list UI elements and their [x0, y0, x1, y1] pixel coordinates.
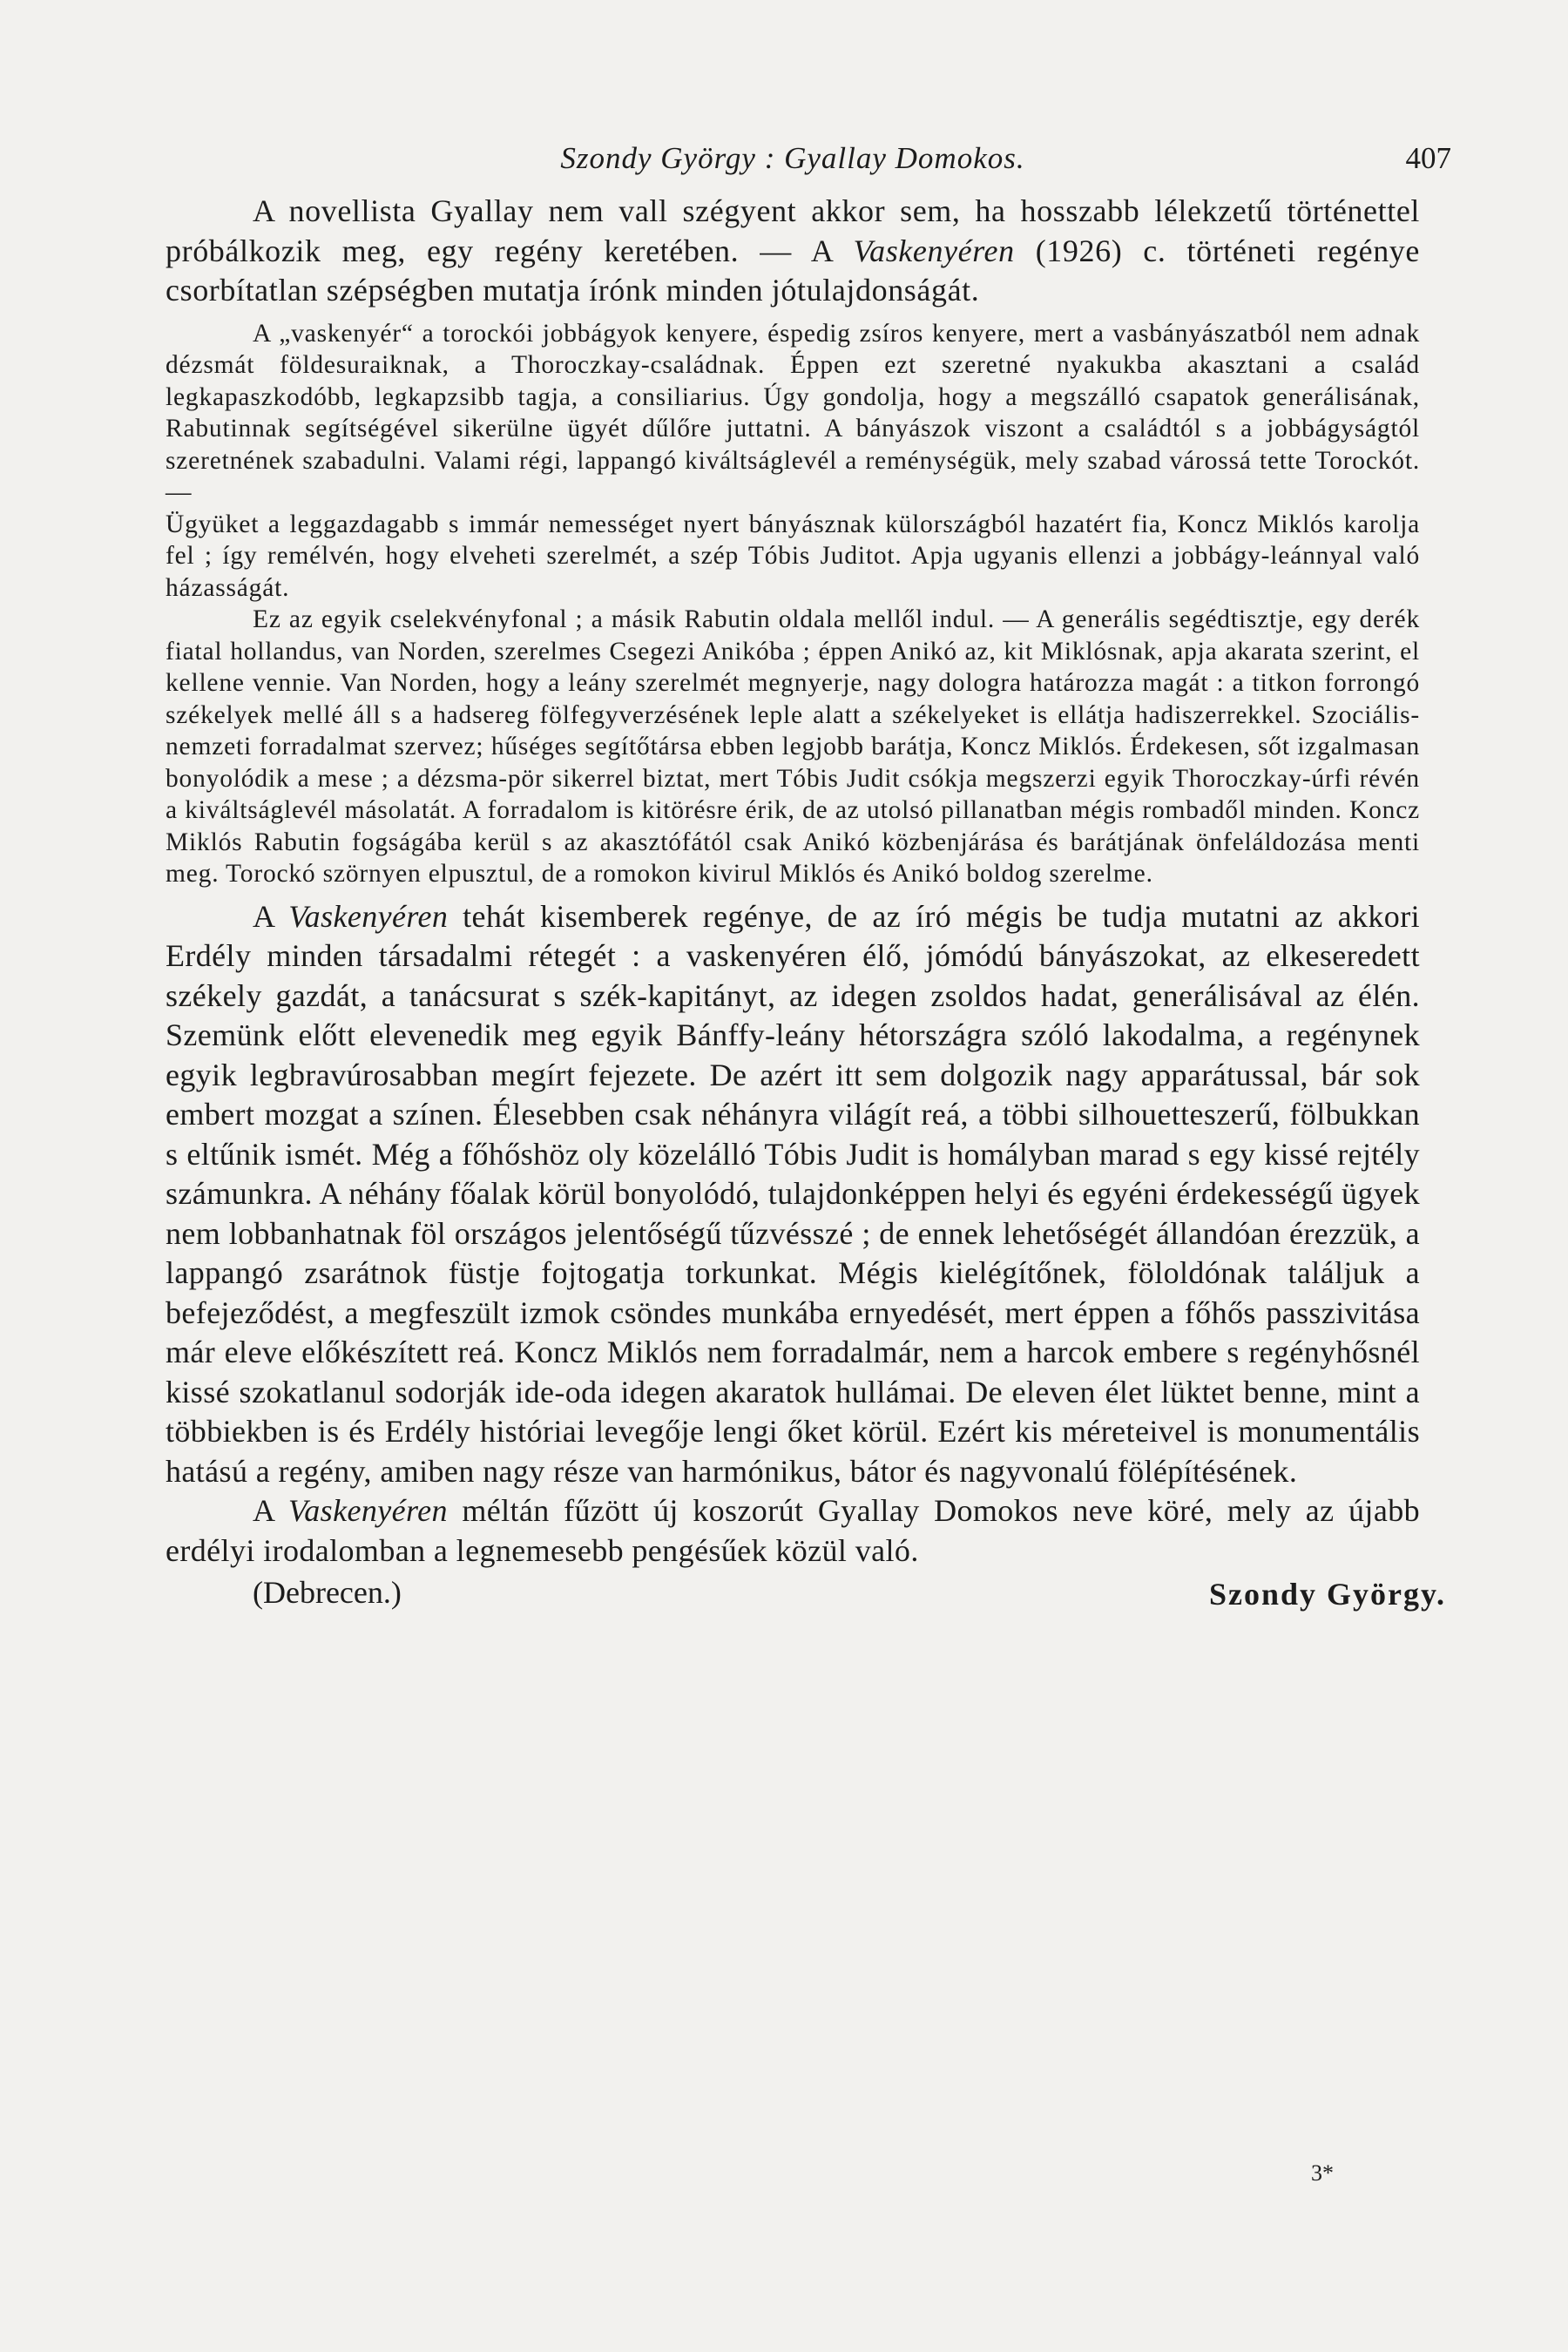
signoff-author: Szondy György. — [1208, 1577, 1446, 1612]
signoff-place: (Debrecen.) — [253, 1575, 402, 1610]
paragraph: A Vaskenyéren méltán fűzött új koszorút Gyallay Domokos neve köré, mely az újabb erdélyi irodalomban a legnemesebb pengésűek közül való. — [166, 1493, 1421, 1568]
page — [166, 131, 1451, 1626]
summary-paragraph: Ügyüket a leggazdagabb s immár nemességet nyert bányásznak külországból hazatért fia, Koncz Miklós karolja fel ; így remélvén, hogy elveheti szerelmét, a szép Tóbis Juditot. Apja ugyanis ellenzi a jobbágy-leánnyal való házasságát. — [166, 510, 1420, 602]
intro-section — [166, 192, 1420, 311]
summary-paragraph: Ez az egyik cselekvényfonal ; a másik Rabutin oldala mellől indul. — A generális segédtisztje, egy derék fiatal hollandus, van Norden, szerelmes Csegezi Anikóba ; éppen Anikó az, kit Miklósnak, apja akarata szerint, el kellene vennie. Van Norden, hogy a leány szerelmét megnyerje, nagy dologra határozza magát : a titkon forrongó székelyek mellé áll s a hadsereg fölfegyverzésének leple alatt a székelyeket is ellátja hadiszerrekkel. Szociális-nemzeti forradalmat szervez; hűséges segítőtársa ebben legjobb barátja, Koncz Miklós. Érdekesen, sőt izgalmasan bonyolódik a mese ; a dézsma-pör sikerrel biztat, mert Tóbis Judit csókja megszerzi egyik Thoroczkay-úrfi révén a kiváltságlevél másolatát. A forradalom is kitörésre érik, de az utolsó pillanatban mégis rombadől minden. Koncz Miklós Rabutin fogságába kerül s az akasztófától csak Anikó közbenjárása és barátjának önfeláldozása menti meg. Torockó szörnyen elpusztul, de a romokon kivirul Miklós és Anikó boldog szerelme. — [166, 605, 1420, 888]
signoff — [166, 1574, 1446, 1626]
page-number: 407 — [1405, 141, 1451, 175]
plot-summary — [166, 318, 1420, 890]
paragraph: A novellista Gyallay nem vall szégyent akkor sem, ha hosszabb lélekzetű történettel próbálkozik meg, egy regény keretében. — A Vaskenyéren (1926) c. történeti regénye csorbítatlan szépségben mutatja írónk minden jótulajdonságát. — [166, 193, 1420, 308]
signature-mark: 3* — [1311, 2160, 1334, 2186]
paragraph: A Vaskenyéren tehát kisemberek regénye, de az író mégis be tudja mutatni az akkori Erdély minden társadalmi rétegét : a vaskenyéren élő, jómódú bányászokat, az elkeseredett székely gazdát, a tanácsurat s szék-kapitányt, az idegen zsoldos hadat, generálisával az élén. Szemünk előtt elevenedik meg egyik Bánffy-leány hétországra szóló lakodalma, a regénynek egyik legbravúrosabban megírt fejezete. De azért itt sem dolgozik nagy apparátussal, bár sok embert mozgat a színen. Élesebben csak néhányra világít reá, a többi silhouetteszerű, fölbukkan s eltűnik ismét. Még a főhőshöz oly közelálló Tóbis Judit is homályban marad s egy kissé rejtély számunkra. A néhány főalak körül bonyolódó, tulajdonképpen helyi és egyéni érdekességű ügyek nem lobbanhatnak föl országos jelentőségű tűzvésszé ; de ennek lehetőségét állandóan érezzük, a lappangó zsarátnok füstje fojtogatja torkunkat. Mégis kielégítőnek, föloldónak találjuk a befejeződést, a megfeszült izmok csöndes munkába ernyedését, mert éppen a főhős passzivitása már eleve előkészített reá. Koncz Miklós nem forradalmár, nem a harcok embere s regényhősnél kissé szokatlanul sodorják ide-oda idegen akaratok hullámai. De eleven élet lüktet benne, mint a többiekben is és Erdély históriai levegője lengi őket körül. Ezért kis méreteivel is monumentális hatású a regény, amiben nagy része van harmónikus, bátor és nagyvonalú fölépítésének. — [166, 898, 1421, 1489]
closing-section — [166, 897, 1420, 1571]
summary-paragraph: A „vaskenyér“ a torockói jobbágyok kenyere, éspedig zsíros kenyere, mert a vasbányászatból nem adnak dézsmát földesuraiknak, a Thoroczkay-családnak. Éppen ezt szeretné nyakukba akasztani a család legkapaszkodóbb, legkapzsibb tagja, a consiliarius. Úgy gondolja, hogy a megszálló csapatok generálisának, Rabutinnak segítségével sikerülne ügyét dűlőre juttatni. A bányászok viszont a családtól s a jobbágyságtól szeretnének szabadulni. Valami régi, lappangó kiváltságlevél a reménységük, mely szabad várossá tette Torockót. — — [166, 319, 1420, 506]
running-head-title: Szondy György : Gyallay Domokos. — [560, 141, 1025, 175]
running-head — [166, 131, 1451, 192]
